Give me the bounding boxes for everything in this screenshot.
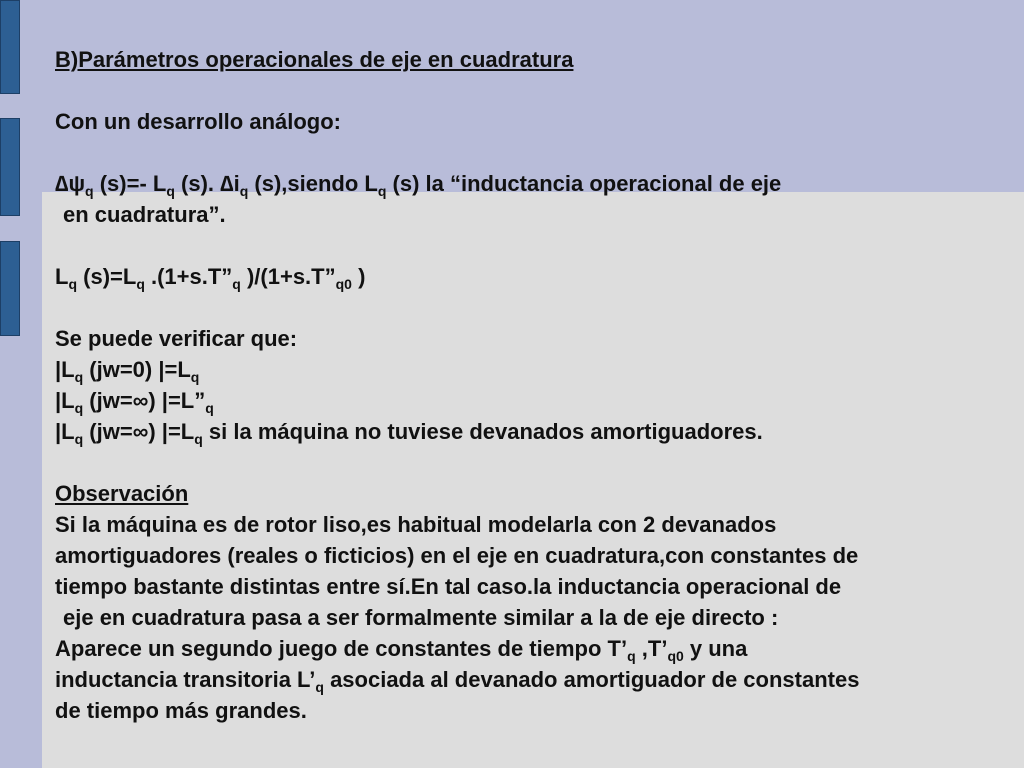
decor-bar-1	[0, 0, 20, 94]
intro-text: Con un desarrollo análogo:	[55, 109, 342, 134]
observacion-line-5: Aparece un segundo juego de constantes de tiempo $T’_q$ $,T’_{q0}$ y una	[55, 636, 748, 664]
observacion-line-1: Si la máquina es de rotor liso,es habitual modelarla con 2 devanados	[55, 512, 777, 537]
verify-title: Se puede verificar que:	[55, 326, 298, 351]
verify-line-3: $|L_q$ (jw=∞) $|=L_q$ si la máquina no tuviese devanados amortiguadores.	[55, 419, 763, 447]
observacion-line-6: inductancia transitoria $L’_q$ asociada al devanado amortiguador de constantes	[55, 667, 860, 695]
verify-line-2: $|L_q$ (jw=∞) $|=L”_q$	[55, 388, 214, 416]
observacion-title: Observación	[55, 481, 189, 506]
slide-content	[55, 44, 1015, 726]
equation-flux: $\Delta\psi_q$ (s)=- $L_q$ (s). $\Delta i_q$ (s),siendo $L_q$ (s) la “inductancia operacional de eje	[55, 171, 782, 199]
observacion-line-3: tiempo bastante distintas entre sí.En tal caso.la inductancia operacional de	[55, 574, 842, 599]
slide-heading: B)Parámetros operacionales de eje en cuadratura	[55, 47, 574, 72]
observacion-line-7: de tiempo más grandes.	[55, 698, 307, 723]
observacion-line-4: eje en cuadratura pasa a ser formalmente similar a la de eje directo :	[63, 605, 779, 630]
equation-inductance: $L_q$ $(s)=L_q$ $.(1+s.T”_q$ )$/(1+s.T”_{q0}$ )	[55, 264, 366, 292]
decor-bar-2	[0, 118, 20, 216]
equation-flux-cont: en cuadratura”.	[63, 202, 226, 227]
verify-line-1: $|L_q$ (jw=0) $|=L_q$	[55, 357, 200, 385]
observacion-line-2: amortiguadores (reales o ficticios) en el eje en cuadratura,con constantes de	[55, 543, 859, 568]
decor-bar-3	[0, 241, 20, 336]
